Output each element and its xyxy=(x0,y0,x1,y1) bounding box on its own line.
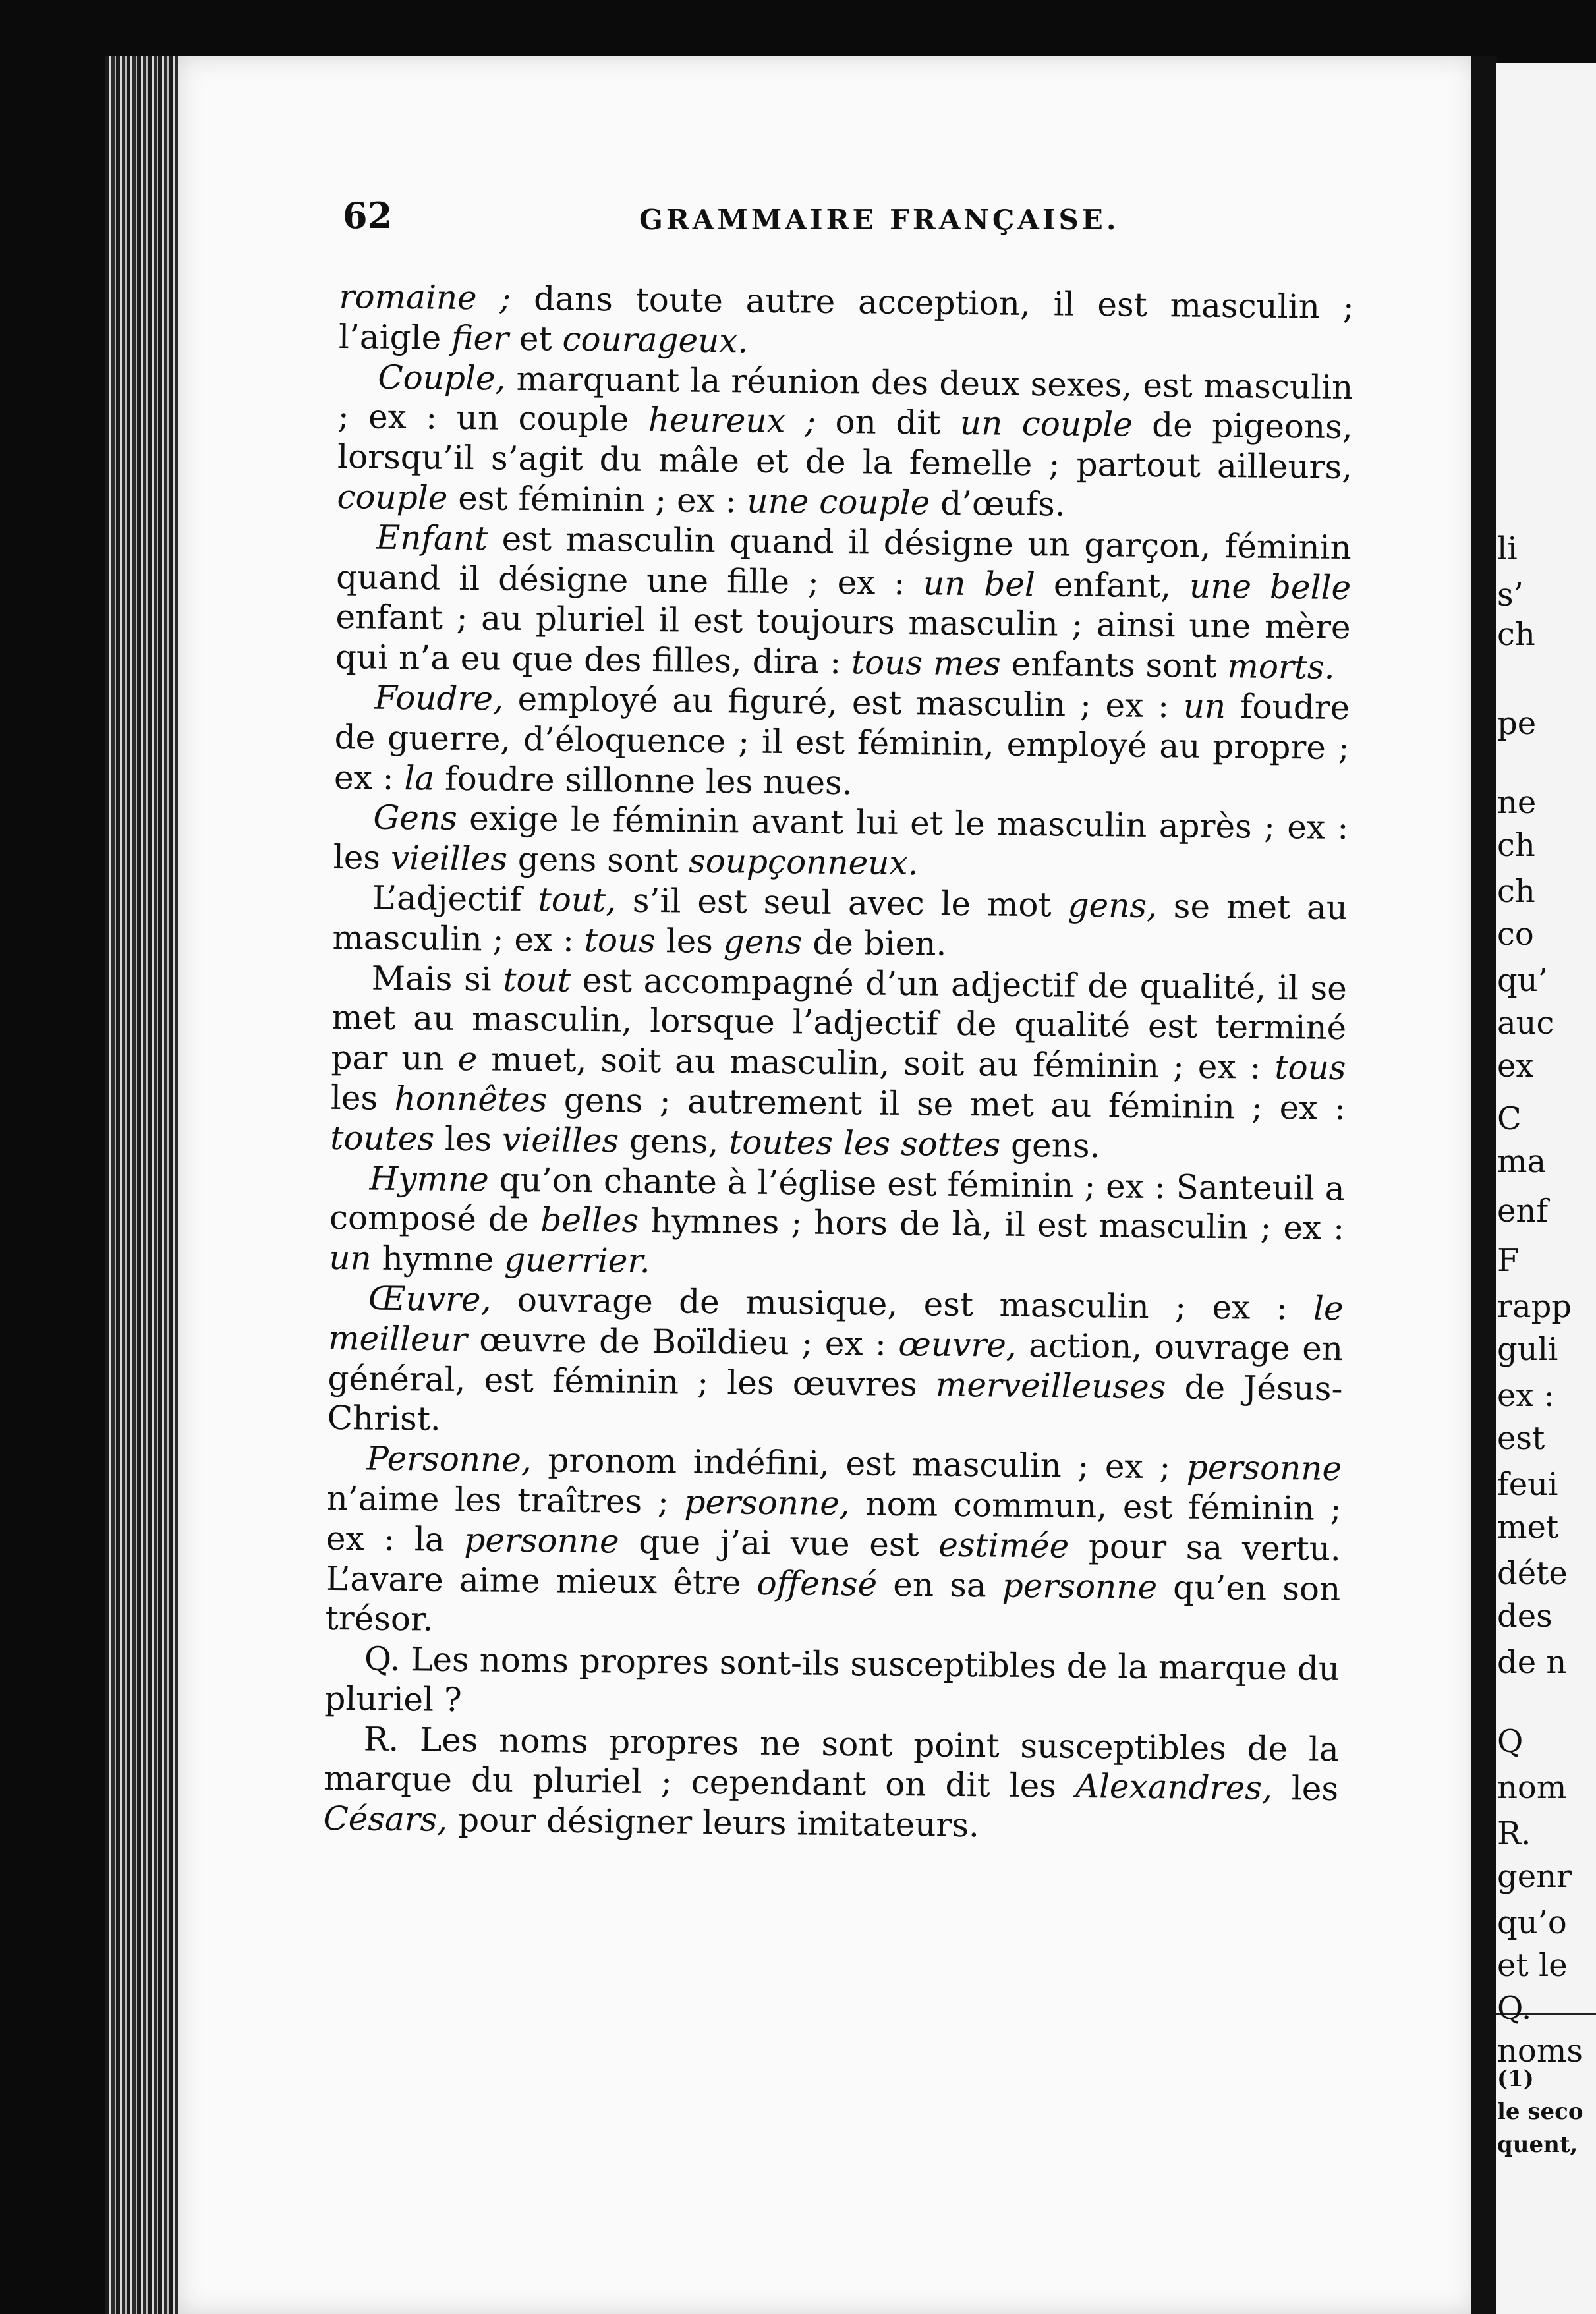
text-run: œuvre de Boïldieu ; ex : xyxy=(467,1320,899,1363)
adjacent-page-text-fragment: Q xyxy=(1497,1723,1524,1760)
text-run: muet, soit au masculin, soit au féminin ; ex : xyxy=(476,1040,1275,1087)
italic-run: œuvre, xyxy=(898,1324,1017,1365)
text-run: les xyxy=(434,1119,503,1159)
paragraph xyxy=(329,1158,1345,1289)
text-run: action, ouvrage en général, est féminin ; les œuvres xyxy=(328,1326,1344,1404)
italic-run: un xyxy=(1183,687,1226,726)
text-run: les xyxy=(655,921,724,961)
italic-run: vieilles xyxy=(501,1120,619,1160)
adjacent-page-text-fragment: rapp xyxy=(1497,1288,1572,1325)
text-run: foudre de guerre, d’éloquence ; il est féminin, employé au propre ; ex : xyxy=(333,687,1350,797)
italic-run: personne, xyxy=(684,1482,851,1523)
adjacent-page-text-fragment: met xyxy=(1497,1509,1559,1546)
paragraph xyxy=(335,517,1352,688)
italic-run: personne xyxy=(1186,1448,1342,1488)
adjacent-page-text-fragment: des xyxy=(1497,1598,1553,1635)
italic-run: une belle xyxy=(1189,567,1352,607)
adjacent-page-text-fragment: co xyxy=(1497,916,1534,953)
text-run: pronom indéfini, est masculin ; ex ; xyxy=(531,1441,1187,1486)
paragraph xyxy=(333,797,1348,888)
running-head xyxy=(343,194,1371,267)
paragraph xyxy=(337,357,1353,528)
text-run: de pigeons, lorsqu’il s’agit du mâle et de la femelle ; partout ailleurs, xyxy=(337,406,1354,487)
adjacent-page-text-fragment: le seco xyxy=(1497,2099,1583,2125)
italic-run: gens xyxy=(723,922,803,962)
text-run: est masculin quand il désigne un garçon, féminin quand il désigne une fille ; ex : xyxy=(335,519,1352,602)
paragraph xyxy=(339,277,1354,368)
italic-run: tous xyxy=(584,920,656,960)
text-run: nom commun, est féminin ; ex : la xyxy=(326,1484,1342,1559)
page-gutter xyxy=(1471,56,1497,2314)
adjacent-page-text-fragment: ex xyxy=(1497,1048,1534,1085)
adjacent-page-text-fragment: (1) xyxy=(1497,2066,1534,2092)
text-run: enfant ; au pluriel il est toujours masculin ; ainsi une mère qui n’a eu que des filles, dira : xyxy=(335,598,1351,682)
text-run: les xyxy=(330,1078,395,1117)
paragraph xyxy=(323,1719,1339,1850)
italic-run: couple xyxy=(337,477,448,517)
adjacent-page-text-fragment: ma xyxy=(1497,1143,1547,1180)
adjacent-page-text-fragment: genr xyxy=(1497,1858,1572,1895)
italic-run: tous mes xyxy=(851,643,1001,683)
text-run: d’œufs. xyxy=(929,484,1066,524)
italic-run: Couple, xyxy=(378,358,506,398)
text-run: pour sa vertu. L’avare aime mieux être xyxy=(326,1527,1342,1602)
italic-run: heureux ; xyxy=(648,401,816,441)
text-run: gens. xyxy=(1000,1125,1100,1165)
text-run: ouvrage de musique, est masculin ; ex : xyxy=(491,1280,1314,1328)
text-run: Q. Les noms propres sont-ils susceptibles de la marque du pluriel ? xyxy=(324,1639,1340,1719)
adjacent-page-text-fragment: nom xyxy=(1497,1769,1567,1806)
italic-run: un bel xyxy=(923,563,1036,604)
page-header-title: GRAMMAIRE FRANÇAISE. xyxy=(639,204,1120,236)
text-run: on dit xyxy=(815,402,961,443)
italic-run: gens, xyxy=(1068,886,1158,925)
text-run: hymnes ; hors de là, il est masculin ; ex : xyxy=(638,1202,1345,1248)
text-run: enfant, xyxy=(1035,565,1190,606)
adjacent-page-fragment xyxy=(1496,63,1596,2314)
italic-run: toutes xyxy=(330,1118,435,1158)
adjacent-page-text-fragment: déte xyxy=(1497,1555,1568,1592)
text-run: en sa xyxy=(876,1565,1003,1605)
paragraph xyxy=(334,677,1350,808)
text-run: Mais si xyxy=(371,959,503,999)
italic-run: personne xyxy=(464,1520,619,1561)
paragraph xyxy=(324,1639,1340,1730)
italic-run: tout, xyxy=(538,880,617,920)
italic-run: une couple xyxy=(747,482,930,522)
text-run: hymne xyxy=(371,1239,505,1279)
italic-run: Foudre, xyxy=(374,678,504,718)
italic-run: un xyxy=(329,1239,372,1278)
italic-run: soupçonneux. xyxy=(688,841,919,883)
text-run: enfants sont xyxy=(1000,644,1228,686)
adjacent-page-text-fragment: ch xyxy=(1497,873,1535,910)
adjacent-page-text-fragment: pe xyxy=(1497,705,1537,742)
adjacent-page-text-fragment: enf xyxy=(1497,1193,1549,1229)
text-run: exige le féminin avant lui et le masculin après ; ex : les xyxy=(333,799,1349,878)
italic-run: romaine ; xyxy=(339,277,511,318)
adjacent-page-text-fragment: qu’o xyxy=(1497,1904,1567,1941)
italic-run: le meilleur xyxy=(328,1289,1344,1359)
adjacent-page-text-fragment: ex : xyxy=(1497,1377,1554,1414)
text-run: qu’on chante à l’église est féminin ; ex : Santeuil a composé de xyxy=(329,1160,1345,1239)
paragraph xyxy=(325,1438,1342,1649)
italic-run: Enfant xyxy=(376,518,488,558)
adjacent-page-text-fragment: ch xyxy=(1497,616,1535,653)
italic-run: Hymne xyxy=(369,1159,490,1199)
text-run: n’aime les traîtres ; xyxy=(326,1479,685,1521)
adjacent-page-text-fragment: qu’ xyxy=(1497,962,1548,999)
text-run: marquant la réunion des deux sexes, est masculin ; ex : un couple xyxy=(337,359,1354,439)
text-run: et xyxy=(508,319,563,358)
text-run: foudre sillonne les nues. xyxy=(434,759,853,802)
adjacent-page-text-fragment: F xyxy=(1497,1242,1520,1279)
italic-run: belles xyxy=(540,1200,639,1241)
italic-run: fier xyxy=(451,318,509,358)
text-run: gens, xyxy=(618,1121,729,1161)
adjacent-page-text-fragment: est xyxy=(1497,1420,1545,1457)
text-run: qu’en son trésor. xyxy=(325,1567,1341,1639)
italic-run: la xyxy=(404,758,435,798)
italic-run: Alexandres, xyxy=(1075,1767,1273,1808)
book-binding-edge xyxy=(105,56,185,2314)
italic-run: offensé xyxy=(756,1564,878,1604)
italic-run: estimée xyxy=(938,1525,1069,1566)
italic-run: tout xyxy=(503,960,571,1000)
adjacent-page-text-fragment: noms xyxy=(1497,2033,1583,2070)
text-run: gens ; autrement il se met au féminin ; ex : xyxy=(547,1081,1346,1127)
text-run: que j’ai vue est xyxy=(619,1522,939,1564)
page-number: 62 xyxy=(343,194,393,237)
text-run: les xyxy=(1272,1769,1339,1809)
adjacent-page-text-fragment: Q. xyxy=(1497,1990,1532,2027)
paragraph xyxy=(328,1278,1344,1449)
italic-run: merveilleuses xyxy=(935,1365,1166,1406)
adjacent-page-text-fragment: ch xyxy=(1497,827,1535,864)
text-run: de Jésus-Christ. xyxy=(327,1367,1343,1439)
text-run: se met au masculin ; ex : xyxy=(332,887,1348,959)
text-run: employé au figuré, est masculin ; ex : xyxy=(503,679,1184,725)
italic-run: morts. xyxy=(1227,647,1335,687)
italic-run: Œuvre, xyxy=(368,1279,492,1319)
italic-run: vieilles xyxy=(390,839,508,878)
adjacent-page-text-fragment: R. xyxy=(1497,1815,1531,1852)
text-run: s’il est seul avec le mot xyxy=(615,881,1068,924)
text-run: gens sont xyxy=(507,839,689,880)
italic-run: personne xyxy=(1002,1566,1158,1606)
text-run: est accompagné d’un adjectif de qualité, il se met au masculin, lorsque l’adjectif de qualité est terminé par un xyxy=(331,961,1348,1079)
adjacent-page-text-fragment: feui xyxy=(1497,1466,1558,1503)
body-text xyxy=(323,277,1354,1849)
text-run: L’adjectif xyxy=(372,878,538,919)
adjacent-page-text-fragment: ne xyxy=(1497,784,1537,821)
italic-run: Personne, xyxy=(366,1439,532,1480)
text-run: dans toute autre acception, il est masculin ; l’aigle xyxy=(338,279,1354,357)
italic-run: courageux. xyxy=(562,320,749,360)
adjacent-page-text-fragment: de n xyxy=(1497,1644,1567,1681)
italic-run: honnêtes xyxy=(394,1079,548,1119)
italic-run: Gens xyxy=(373,798,458,838)
text-run: pour désigner leurs imitateurs. xyxy=(447,1801,980,1845)
adjacent-page-text-fragment: li xyxy=(1497,530,1518,567)
text-run: de bien. xyxy=(802,923,947,963)
italic-run: e xyxy=(457,1040,478,1079)
text-run: R. Les noms propres ne sont point susceptibles de la marque du pluriel ; cependant on dit les xyxy=(323,1720,1339,1806)
adjacent-page-text-fragment: quent, xyxy=(1497,2131,1578,2158)
text-run: est féminin ; ex : xyxy=(447,478,747,521)
adjacent-page-text-fragment: auc xyxy=(1497,1005,1554,1042)
adjacent-page-text-fragment: et le xyxy=(1497,1947,1568,1984)
italic-run: tous xyxy=(1274,1048,1346,1088)
italic-run: Césars, xyxy=(323,1799,448,1840)
adjacent-page-text-fragment: s’ xyxy=(1497,577,1524,613)
adjacent-page-text-fragment: C xyxy=(1497,1100,1522,1137)
adjacent-page-text-fragment: guli xyxy=(1497,1331,1558,1368)
italic-run: guerrier. xyxy=(503,1240,651,1281)
italic-run: toutes les sottes xyxy=(728,1122,1001,1164)
italic-run: un couple xyxy=(959,404,1133,445)
paragraph xyxy=(332,878,1348,969)
paragraph xyxy=(330,957,1347,1168)
